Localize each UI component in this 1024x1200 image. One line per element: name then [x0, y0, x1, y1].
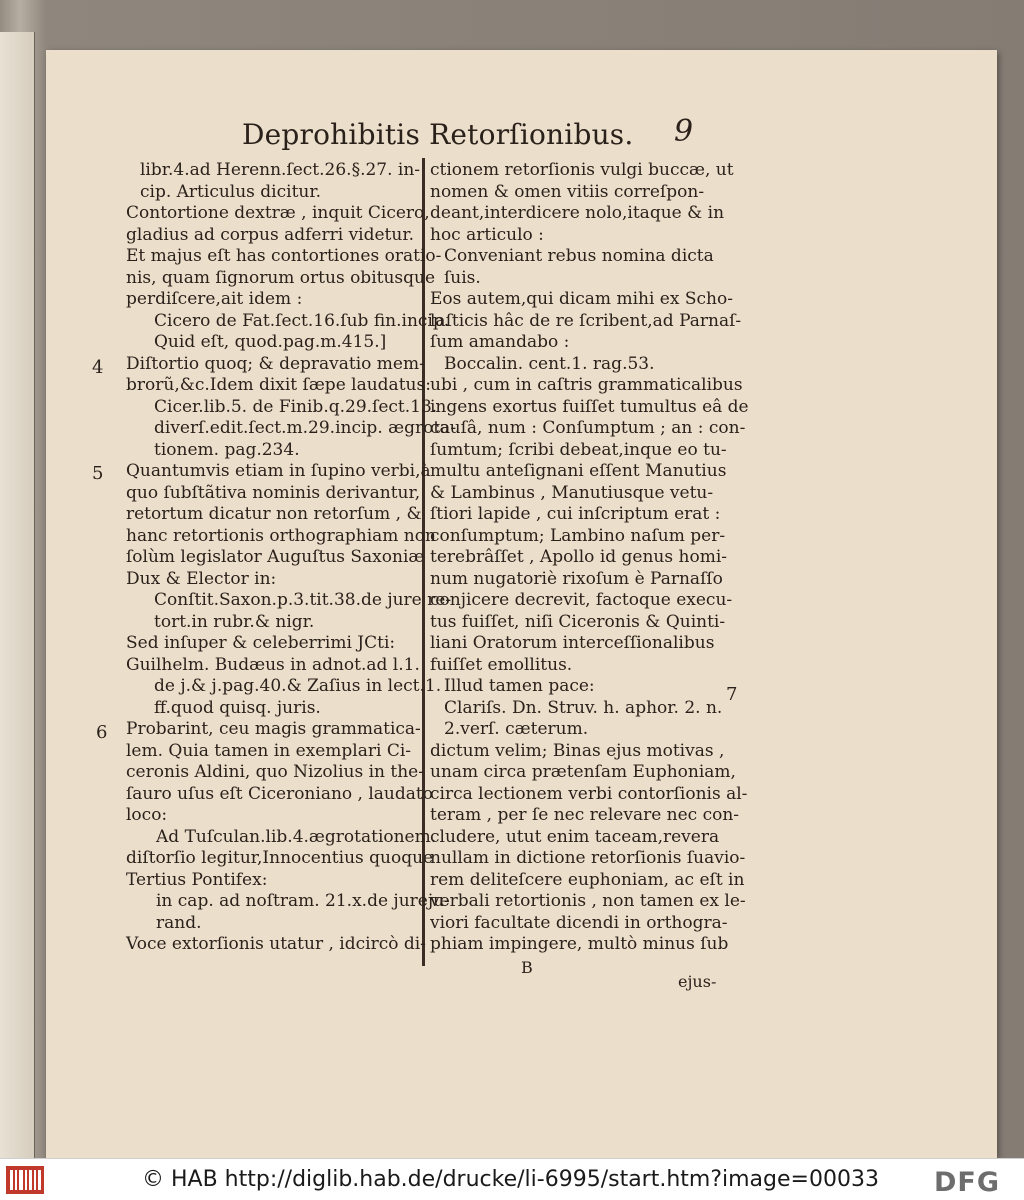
- page-number: 9: [674, 114, 694, 149]
- text-line: 2.verſ. cæterum.: [444, 719, 589, 739]
- text-line: Cicer.lib.5. de Finib.q.29.ſect.13.: [154, 396, 438, 417]
- catchword: ejus-: [678, 972, 717, 991]
- text-line: Eos autem,qui dicam mihi ex Scho-: [430, 289, 733, 309]
- text-line: Cicero de Fat.ſect.16.ſub fin.incip.: [154, 310, 450, 331]
- text-line: tus fuiſſet, niſi Ciceronis & Quinti-: [430, 611, 726, 632]
- text-line: ſum amandabo :: [430, 332, 570, 352]
- marginal-number: 4: [92, 357, 104, 378]
- text-line: tort.in rubr.& nigr.: [154, 611, 315, 632]
- text-line: ingens exortus fuiſſet tumultus eâ de: [430, 396, 749, 417]
- barcode-icon: [6, 1166, 44, 1194]
- text-line: Conveniant rebus nomina dicta: [444, 246, 714, 266]
- dfg-logo: DFG: [934, 1167, 1001, 1198]
- text-line: viori facultate dicendi in orthogra-: [430, 912, 728, 933]
- text-line: lem. Quia tamen in exemplari Ci-: [126, 740, 412, 761]
- text-line: ſtiori lapide , cui inſcriptum erat :: [430, 504, 721, 524]
- signature-mark: B: [521, 958, 533, 977]
- text-line: cauſâ, num : Conſumptum ; an : con-: [430, 418, 746, 438]
- text-line: Boccalin. cent.1. rag.53.: [444, 353, 655, 374]
- text-line: Illud tamen pace:: [444, 676, 595, 696]
- text-line: hanc retortionis orthographiam non: [126, 525, 436, 546]
- text-line: Quantumvis etiam in ſupino verbi,à: [126, 461, 431, 481]
- text-line: diverſ.edit.ſect.m.29.incip. ægrota-: [154, 418, 457, 438]
- text-line: Clariſs. Dn. Struv. h. aphor. 2. n.: [444, 697, 723, 718]
- text-line: Dux & Elector in:: [126, 568, 277, 589]
- text-line: diſtorſio legitur,Innocentius quoque: [126, 848, 434, 868]
- text-line: fuiſſet emollitus.: [430, 654, 573, 675]
- text-line: ctionem retorſionis vulgi buccæ, ut: [430, 160, 734, 180]
- text-line: gladius ad corpus adferri videtur.: [126, 224, 415, 245]
- text-line: hoc articulo :: [430, 224, 544, 245]
- text-line: terebrâſſet , Apollo id genus homi-: [430, 547, 727, 567]
- previous-page-edge: [0, 32, 35, 1158]
- text-line: quo ſubſtãtiva nominis derivantur,: [126, 482, 421, 503]
- text-line: conjicere decrevit, factoque execu-: [430, 590, 733, 610]
- text-line: phiam impingere, multò minus ſub: [430, 934, 729, 954]
- text-line: retortum dicatur non retorſum , &: [126, 504, 422, 524]
- copyright-url[interactable]: © HAB http://diglib.hab.de/drucke/li-6995/start.htm?image=00033: [142, 1167, 879, 1192]
- text-line: cip. Articulus dicitur.: [140, 181, 322, 202]
- text-line: rand.: [156, 912, 202, 933]
- text-line: in cap. ad noſtram. 21.x.de jureju-: [156, 891, 450, 911]
- text-line: laſticis hâc de re ſcribent,ad Parnaſ-: [430, 310, 742, 331]
- text-line: conſumptum; Lambino naſum per-: [430, 525, 726, 546]
- text-line: de j.& j.pag.40.& Zaſius in lect.1.: [154, 676, 442, 696]
- text-line: Contortione dextræ , inquit Cicero,: [126, 203, 430, 223]
- text-line: dictum velim; Binas ejus motivas ,: [430, 740, 725, 761]
- text-line: ceronis Aldini, quo Nizolius in the-: [126, 762, 424, 782]
- marginal-number: 7: [726, 684, 738, 705]
- text-line: nullam in dictione retorſionis ſuavio-: [430, 848, 746, 868]
- marginal-number: 6: [96, 722, 108, 743]
- text-line: cludere, utut enim taceam,revera: [430, 826, 720, 847]
- text-line: Sed inſuper & celeberrimi JCti:: [126, 633, 396, 653]
- text-line: nis, quam ſignorum ortus obitusque: [126, 267, 436, 288]
- text-line: ſauro uſus eſt Ciceroniano , laudato: [126, 783, 433, 804]
- text-line: Quid eſt, quod.pag.m.415.]: [154, 332, 387, 352]
- text-line: Conſtit.Saxon.p.3.tit.38.de jure re-: [154, 590, 452, 610]
- text-line: rem deliteſcere euphoniam, ac eſt in: [430, 869, 745, 890]
- text-line: Diſtortio quoq; & depravatio mem-: [126, 353, 425, 374]
- text-line: ff.quod quisq. juris.: [154, 697, 321, 718]
- text-line: ubi , cum in caſtris grammaticalibus: [430, 375, 743, 395]
- text-line: num nugatoriè rixoſum è Parnaſſo: [430, 568, 723, 589]
- text-line: circa lectionem verbi contorſionis al-: [430, 783, 748, 804]
- text-line: verbali retortionis , non tamen ex le-: [430, 891, 746, 911]
- marginal-number: 5: [92, 463, 104, 484]
- text-line: loco:: [126, 805, 168, 825]
- text-line: tionem. pag.234.: [154, 439, 300, 460]
- text-line: Probarint, ceu magis grammatica-: [126, 719, 421, 739]
- text-line: libr.4.ad Herenn.ſect.26.§.27. in-: [140, 160, 421, 180]
- text-line: teram , per ſe nec relevare nec con-: [430, 805, 740, 825]
- text-line: Guilhelm. Budæus in adnot.ad l.1.: [126, 654, 420, 675]
- text-line: & Lambinus , Manutiusque vetu-: [430, 482, 714, 503]
- text-line: Et majus eſt has contortiones oratio-: [126, 246, 442, 266]
- text-line: ſuis.: [444, 267, 481, 288]
- text-line: deant,interdicere nolo,itaque & in: [430, 203, 725, 223]
- text-line: nomen & omen vitiis correſpon-: [430, 181, 705, 202]
- text-line: unam circa prætenſam Euphoniam,: [430, 762, 736, 782]
- text-line: ſumtum; ſcribi debeat,inque eo tu-: [430, 439, 727, 460]
- running-title: Deprohibitis Retorſionibus.: [242, 118, 634, 151]
- text-line: ſolùm legislator Auguſtus Saxoniæ: [126, 547, 425, 567]
- text-line: liani Oratorum interceſſionalibus: [430, 633, 715, 653]
- text-line: perdiſcere,ait idem :: [126, 289, 303, 309]
- text-line: Tertius Pontifex:: [126, 869, 268, 890]
- book-page: [46, 50, 997, 1158]
- text-line: Ad Tuſculan.lib.4.ægrotationem.: [156, 826, 437, 847]
- footer-bar: [0, 1158, 1024, 1200]
- text-line: brorũ,&c.Idem dixit ſæpe laudatus:: [126, 375, 431, 395]
- text-line: Voce extorſionis utatur , idcircò di-: [126, 934, 426, 954]
- text-line: multu anteſignani eſſent Manutius: [430, 461, 727, 481]
